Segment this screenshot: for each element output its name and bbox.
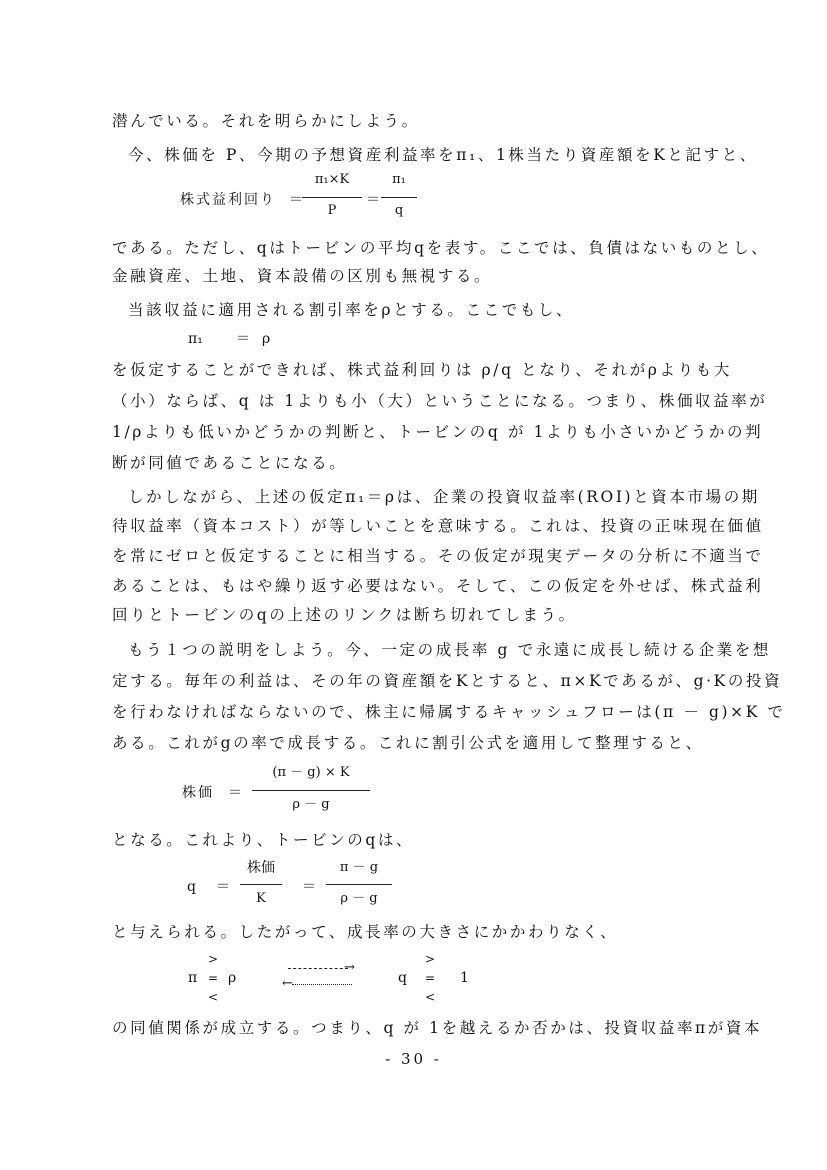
fraction-bar — [302, 197, 362, 198]
text-line: 待収益率（資本コスト）が等しいことを意味する。これは、投資の正味現在価値 — [112, 517, 764, 535]
text-line: 回りとトービンのqの上述のリンクは断ち切れてしまう。 — [112, 606, 577, 624]
text-line: の同値関係が成立する。つまり、q が 1を越えるか否かは、投資収益率πが資本 — [112, 1019, 763, 1037]
equals-sign: ＝ — [289, 192, 303, 208]
greater-than-sign: > — [208, 952, 219, 966]
equals-sign: ＝ — [366, 192, 380, 208]
text-line: ある。これがgの率で成長する。これに割引公式を適用して整理すると、 — [112, 734, 704, 752]
text-line: しかしながら、上述の仮定π₁＝ρは、企業の投資収益率(ROI)と資本市場の期 — [128, 488, 760, 506]
fraction-denominator: K — [256, 891, 266, 906]
fraction-numerator: π － g — [339, 860, 379, 875]
text-line: あることは、もはや繰り返す必要はない。そして、この仮定を外せば、株式益利 — [112, 577, 764, 595]
text-line: である。ただし、qはトービンの平均qを表す。ここでは、負債はないものとし、 — [112, 239, 770, 257]
equals-sign: = — [425, 971, 436, 985]
equation-label: 株式益利回り — [180, 192, 276, 208]
fraction-numerator: π₁ — [392, 172, 406, 187]
equation-one: 1 — [460, 970, 469, 986]
equals-sign: ＝ — [228, 785, 242, 801]
text-line: と与えられる。したがって、成長率の大きさにかかわりなく、 — [112, 923, 619, 941]
fraction-bar — [326, 884, 392, 885]
text-line: 当該収益に適用される割引率をρとする。ここでもし、 — [128, 301, 575, 319]
text-line: 1/ρよりも低いかどうかの判断と、トービンのq が 1よりも小さいかどうかの判 — [112, 423, 764, 441]
equation-rhs: ρ — [262, 331, 271, 347]
page-number: - 30 - — [385, 1050, 442, 1068]
text-line: 断が同値であることになる。 — [112, 454, 348, 472]
fraction-denominator: P — [327, 203, 337, 218]
equation-q: q — [398, 970, 407, 986]
less-than-sign: < — [208, 990, 219, 1004]
fraction-numerator: (π － g) × K — [272, 765, 350, 780]
equation-lhs: π₁ — [188, 331, 203, 347]
equals-sign: = — [208, 971, 219, 985]
text-line: を行わなければならないので、株主に帰属するキャッシュフローは(π － g)×K で — [112, 703, 786, 721]
fraction-denominator: ρ － g — [340, 891, 378, 906]
text-line: 今、株価を P、今期の予想資産利益率をπ₁、1株当たり資産額をKと記すと、 — [128, 146, 758, 164]
text-line: もう１つの説明をしよう。今、一定の成長率 g で永遠に成長し続ける企業を想 — [128, 641, 771, 659]
fraction-bar — [252, 790, 370, 791]
right-arrow-head: → — [344, 960, 355, 975]
equation-label: 株価 — [182, 785, 214, 801]
fraction-bar — [240, 884, 282, 885]
less-than-sign: < — [425, 990, 436, 1004]
equals-sign: ＝ — [216, 879, 230, 895]
fraction-denominator: ρ － g — [292, 797, 330, 812]
text-line: を常にゼロと仮定することに相当する。その仮定が現実データの分析に不適当で — [112, 547, 764, 565]
greater-than-sign: > — [425, 952, 436, 966]
equation-rho: ρ — [228, 970, 237, 986]
text-line: （小）ならば、q は 1よりも小（大）ということになる。つまり、株価収益率が — [112, 392, 768, 410]
text-line: となる。これより、トービンのqは、 — [112, 831, 415, 849]
text-line: 潜んでいる。それを明らかにしよう。 — [112, 112, 420, 130]
fraction-numerator: π₁×K — [314, 172, 350, 187]
equation-lhs: π — [188, 970, 198, 986]
text-line: 金融資産、土地、資本設備の区別も無視する。 — [112, 267, 493, 285]
equation-lhs: q — [187, 879, 196, 895]
right-arrow-shaft — [288, 968, 348, 969]
fraction-denominator: q — [394, 203, 404, 218]
equals-sign: ＝ — [302, 879, 316, 895]
left-arrow-shaft — [292, 984, 352, 985]
left-arrow-head: ← — [282, 976, 293, 991]
text-line: を仮定することができれば、株式益利回りは ρ/q となり、それがρよりも大 — [112, 361, 732, 379]
fraction-numerator: 株価 — [247, 860, 275, 876]
equals-sign: ＝ — [236, 331, 250, 347]
text-line: 定する。毎年の利益は、その年の資産額をKとすると、π×Kであるが、g·Kの投資 — [112, 672, 783, 690]
fraction-bar — [381, 197, 417, 198]
